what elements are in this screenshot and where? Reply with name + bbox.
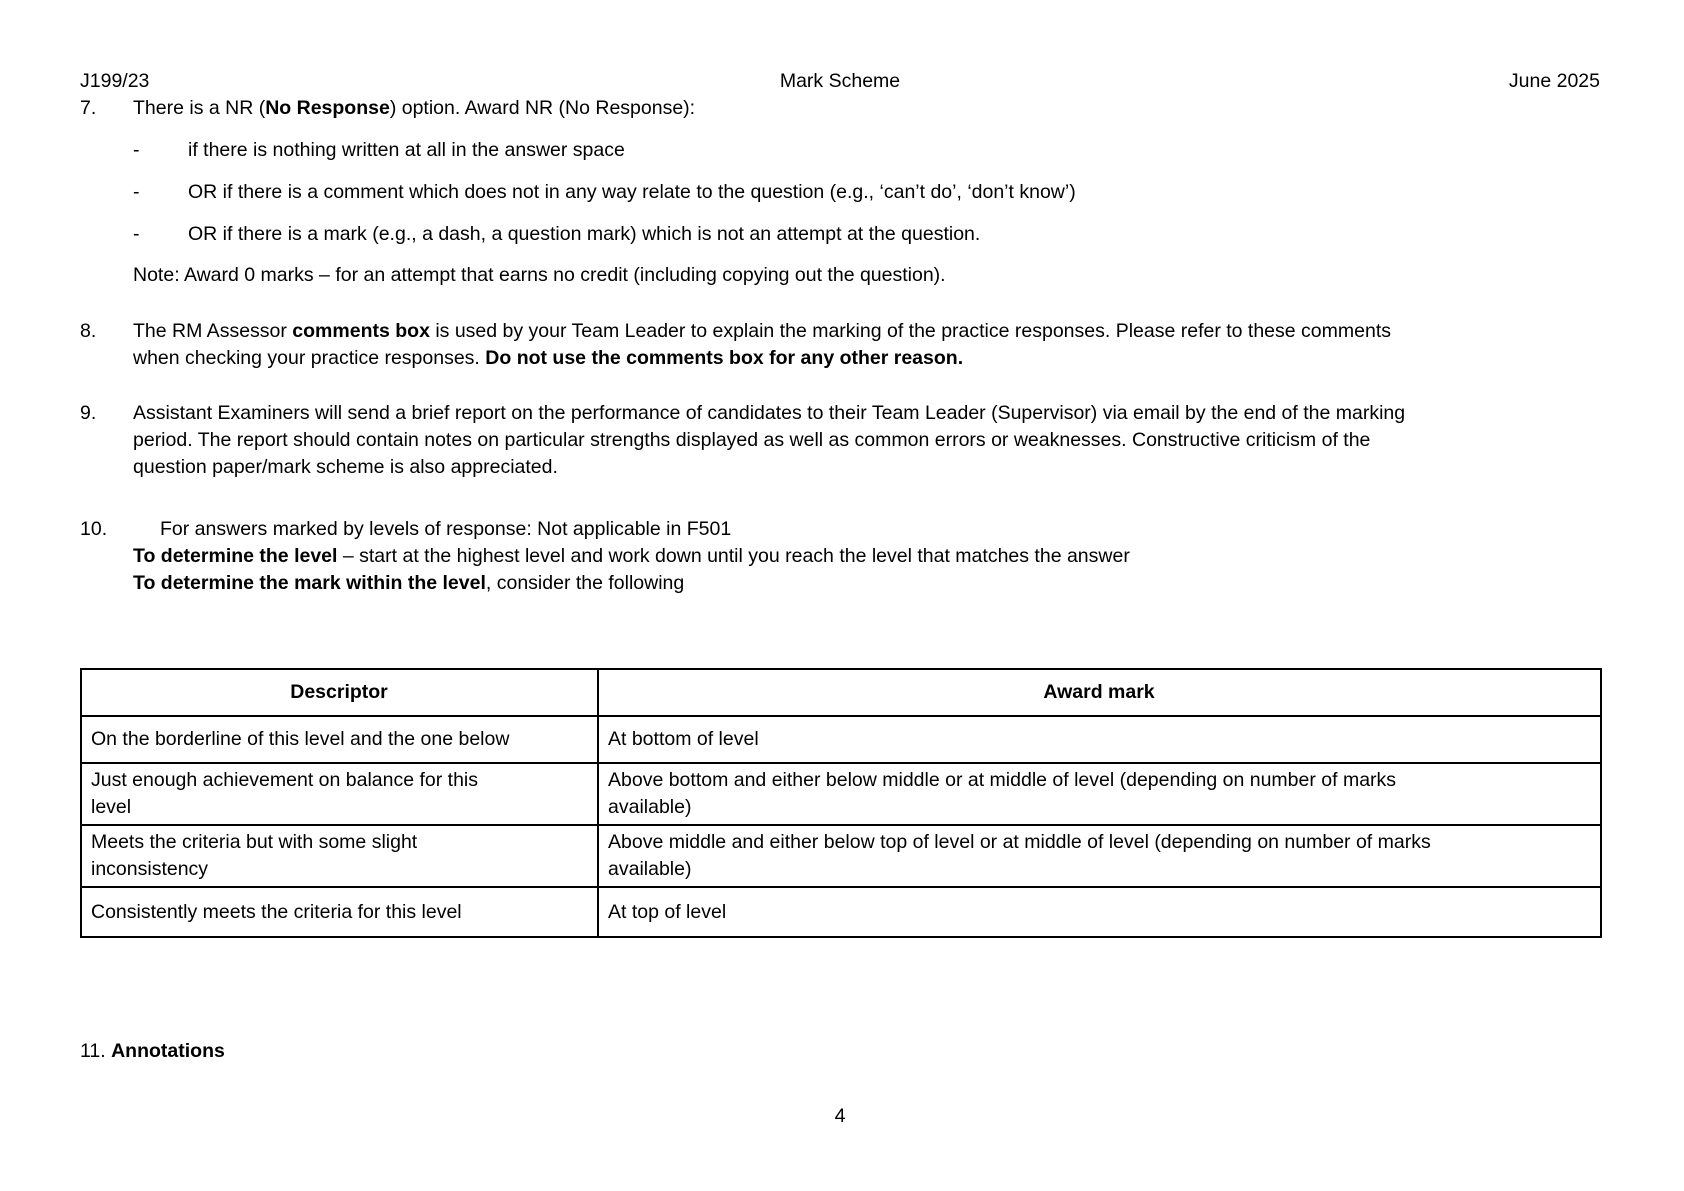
item-9-line-3: question paper/mark scheme is also appreciated. [133, 456, 558, 478]
bullet-dash: - [133, 139, 140, 161]
list-item-7 [80, 95, 1600, 289]
cell-line: Above middle and either below top of level or at middle of level (depending on number of marks [608, 831, 1431, 853]
cell-line: At top of level [608, 900, 727, 923]
item-8-seg: when checking your practice responses. [133, 347, 486, 369]
award-mark-cell [598, 887, 1601, 937]
header-title: Mark Scheme [779, 70, 901, 92]
item-8-line-2 [133, 345, 1600, 372]
item-number: 9. [80, 402, 97, 424]
item-10-seg: – start at the highest level and work down until you reach the level that matches the answer [337, 545, 1130, 567]
descriptor-cell [81, 887, 598, 937]
item-8-seg: is used by your Team Leader to explain the marking of the practice responses. Please refer to these comments [429, 320, 1391, 342]
item-7-note: Note: Award 0 marks – for an attempt that earns no credit (including copying out the question). [133, 264, 946, 286]
item-number: 11. [80, 1040, 106, 1062]
item-8-seg-bold: comments box [292, 320, 430, 342]
item-body [133, 95, 1600, 289]
descriptor-cell [81, 716, 598, 763]
cell-line: Above bottom and either below middle or at middle of level (depending on number of marks [608, 769, 1397, 791]
award-mark-cell [598, 716, 1601, 763]
item-body [133, 516, 1600, 597]
bullet-item [133, 221, 1600, 248]
item-body [133, 318, 1600, 372]
item-10-seg-bold: To determine the mark within the level [133, 572, 486, 594]
cell-line: Consistently meets the criteria for this level [91, 900, 462, 923]
table-row [81, 763, 1601, 825]
item-body [133, 400, 1600, 481]
item-9-line-2: period. The report should contain notes on particular strengths displayed as well as common errors or weaknesses. Constructive criticism of the [133, 429, 1371, 451]
item-number: 8. [80, 320, 97, 342]
item-10-seg-bold: To determine the level [133, 545, 338, 567]
bullet-item [133, 179, 1600, 206]
cell-line: Meets the criteria but with some slight [91, 831, 418, 853]
cell-line: available) [608, 858, 692, 880]
item-8-seg: The RM Assessor [133, 320, 293, 342]
descriptor-cell [81, 825, 598, 887]
item-9-line-1: Assistant Examiners will send a brief report on the performance of candidates to their Team Leader (Supervisor) via email by the end of the marking [133, 402, 1406, 424]
header-paper-code: J199/23 [80, 70, 150, 92]
item-7-text-pre: There is a NR ( [133, 97, 266, 119]
bullet-item [133, 137, 1600, 164]
bullet-dash: - [133, 223, 140, 245]
table-header-award-mark: Award mark [598, 669, 1601, 716]
cell-line: Just enough achievement on balance for this [91, 769, 479, 791]
item-8-line-1 [133, 318, 1600, 345]
bullet-text: OR if there is a comment which does not in any way relate to the question (e.g., ‘can’t do’, ‘don’t know’) [188, 181, 1076, 203]
item-number: 10. [80, 518, 108, 540]
bullet-text: if there is nothing written at all in the answer space [188, 139, 625, 161]
header-session: June 2025 [1508, 70, 1600, 92]
item-10-line-3 [133, 570, 1600, 597]
award-mark-cell [598, 825, 1601, 887]
award-mark-table [80, 668, 1602, 938]
table-row [81, 887, 1601, 937]
annotations-label [111, 1040, 225, 1062]
item-7-text-bold: No Response [265, 97, 390, 119]
list-item-9 [80, 400, 1600, 481]
item-8-seg-bold: Do not use the comments box for any other reason. [485, 347, 964, 369]
list-item-11 [80, 1038, 1600, 1065]
table-header-row [81, 669, 1601, 716]
descriptor-cell [81, 763, 598, 825]
item-10-seg: , consider the following [485, 572, 685, 594]
award-mark-cell [598, 763, 1601, 825]
item-7-text [133, 95, 1600, 122]
cell-line: inconsistency [91, 858, 209, 880]
table-row [81, 716, 1601, 763]
page-footer [80, 1103, 1600, 1130]
cell-line: available) [608, 796, 692, 818]
item-7-text-post: ) option. Award NR (No Response): [389, 97, 696, 119]
item-10-line-2 [133, 543, 1600, 570]
bullet-dash: - [133, 181, 140, 203]
item-10-line-1: For answers marked by levels of response: Not applicable in F501 [160, 518, 732, 540]
cell-line: At bottom of level [608, 728, 759, 750]
item-number: 7. [80, 97, 97, 119]
table-row [81, 825, 1601, 887]
list-item-8 [80, 318, 1600, 372]
bullet-text: OR if there is a mark (e.g., a dash, a question mark) which is not an attempt at the question. [188, 223, 981, 245]
annotations-label-bold: Annotations [111, 1040, 225, 1062]
page-number: 4 [834, 1105, 846, 1127]
table-header-descriptor: Descriptor [81, 669, 598, 716]
list-item-10 [80, 516, 1600, 597]
cell-line: level [91, 796, 132, 818]
page-header [80, 68, 1600, 95]
cell-line: On the borderline of this level and the one below [91, 728, 510, 750]
